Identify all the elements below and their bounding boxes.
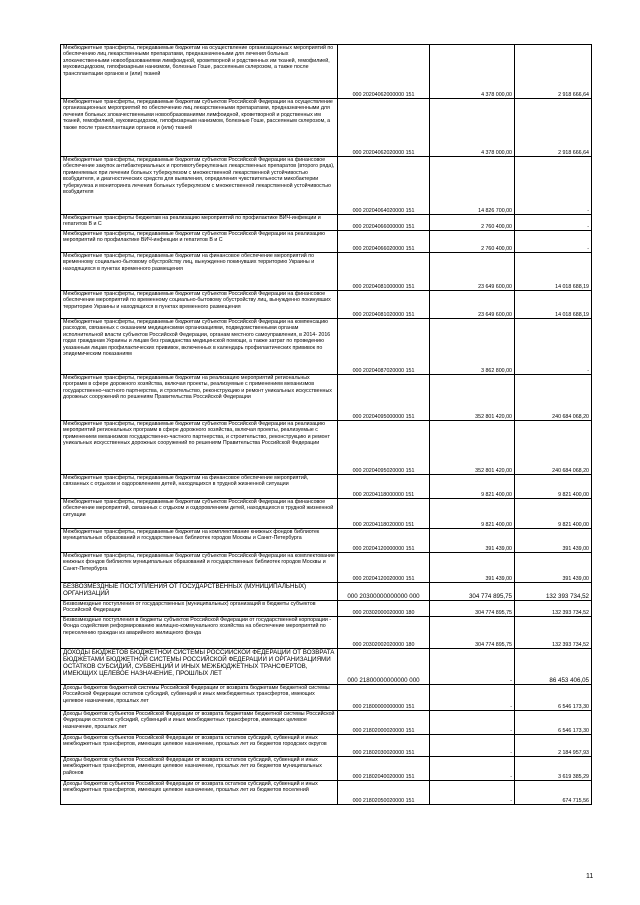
row-value-plan: 9 821 400,00	[430, 475, 515, 499]
row-code: 000 20302002020000 180	[338, 617, 430, 649]
row-name: Межбюджетные трансферты, передаваемые бюджетам субъектов Российской Федерации на реализацию мероприятий региональных программ в сфере дорожного хозяйства, включая проекты, реализуемые с применением механизмов государственно-частного партнерства, и строительство, реконструкцию и ремонт уникальных искусственных дорожных сооружений по решениям Правительства Российской Федерации	[61, 421, 338, 475]
row-code: 000 21802030020000 151	[338, 735, 430, 757]
row-code: 000 20204118000000 151	[338, 475, 430, 499]
row-value-actual: 240 684 068,20	[515, 421, 592, 475]
row-code: 000 20204064020000 151	[338, 157, 430, 215]
table-row	[61, 781, 592, 805]
row-value-plan: -	[430, 649, 515, 685]
row-code: 000 20204087020000 151	[338, 319, 430, 375]
row-name: Доходы бюджетов бюджетной системы Российской Федерации от возврата бюджетами бюджетной системы Российской Федерации остатков субсидий, субвенций и иных межбюджетных трансфертов, имеющих целевое назначение, прошлых лет	[61, 685, 338, 711]
table-row	[61, 553, 592, 583]
table-row	[61, 685, 592, 711]
row-code: 000 20204062000000 151	[338, 45, 430, 99]
row-value-actual: 6 546 173,30	[515, 685, 592, 711]
table-row	[61, 583, 592, 601]
row-name: Межбюджетные трансферты, передаваемые бюджетам на комплектование книжных фондов библиотек муниципальных образований и государственных библиотек городов Москвы и Санкт-Петербурга	[61, 529, 338, 553]
row-name: Доходы бюджетов субъектов Российской Федерации от возврата остатков субсидий, субвенций и иных межбюджетных трансфертов, имеющих целевое назначение, прошлых лет из бюджетов городских округов	[61, 735, 338, 757]
table-row	[61, 735, 592, 757]
row-value-plan: 4 378 000,00	[430, 99, 515, 157]
row-name: Межбюджетные трансферты бюджетам на реализацию мероприятий по профилактике ВИЧ-инфекции и гепатитов В и С	[61, 215, 338, 231]
row-value-plan: 2 760 400,00	[430, 231, 515, 253]
table-row	[61, 319, 592, 375]
row-value-plan: -	[430, 757, 515, 781]
table-row	[61, 157, 592, 215]
row-value-actual: 6 546 173,30	[515, 711, 592, 735]
page-number: 11	[586, 873, 594, 880]
row-value-actual: -	[515, 231, 592, 253]
row-value-actual: 132 393 734,52	[515, 617, 592, 649]
row-value-plan: 3 862 800,00	[430, 319, 515, 375]
row-code: 000 21802050020000 151	[338, 781, 430, 805]
row-value-actual: 9 821 400,00	[515, 499, 592, 529]
table-row	[61, 711, 592, 735]
table-row	[61, 529, 592, 553]
row-name: Межбюджетные трансферты, передаваемые бюджетам субъектов Российской Федерации на комплектование книжных фондов библиотек муниципальных образований и государственных библиотек городов Москвы и Санкт-Петербурга	[61, 553, 338, 583]
row-code: 000 20204095000000 151	[338, 375, 430, 421]
row-value-plan: -	[430, 781, 515, 805]
row-code: 000 20302000020000 180	[338, 601, 430, 617]
row-value-actual: 86 453 406,05	[515, 649, 592, 685]
table-row	[61, 231, 592, 253]
budget-revenue-table	[60, 44, 592, 805]
table-row	[61, 99, 592, 157]
row-code: 000 20204066000000 151	[338, 215, 430, 231]
row-value-plan: 304 774 895,75	[430, 601, 515, 617]
row-value-actual: 674 715,56	[515, 781, 592, 805]
row-value-plan: 2 760 400,00	[430, 215, 515, 231]
row-name: ДОХОДЫ БЮДЖЕТОВ БЮДЖЕТНОЙ СИСТЕМЫ РОССИЙСКОЙ ФЕДЕРАЦИИ ОТ ВОЗВРАТА БЮДЖЕТАМИ БЮДЖЕТНОЙ СИСТЕМЫ РОССИЙСКОЙ ФЕДЕРАЦИИ И ОРГАНИЗАЦИЯМИ ОСТАТКОВ СУБСИДИЙ, СУБВЕНЦИЙ И ИНЫХ МЕЖБЮДЖЕТНЫХ ТРАНСФЕРТОВ, ИМЕЮЩИХ ЦЕЛЕВОЕ НАЗНАЧЕНИЕ, ПРОШЛЫХ ЛЕТ	[61, 649, 338, 685]
table-row	[61, 649, 592, 685]
row-name: Межбюджетные трансферты, передаваемые бюджетам на осуществление организационных мероприятий по обеспечению лиц лекарственными препаратами, предназначенными для лечения больных злокачественными новообразованиями лимфоидной, кроветворной и родственных им тканей, гемофилией, муковисцидозом, гипофизарным нанизмом, болезнью Гоше, рассеянным склерозом, а также после трансплантации органов и (или) тканей	[61, 45, 338, 99]
table-row	[61, 215, 592, 231]
row-name: Межбюджетные трансферты, передаваемые бюджетам субъектов Российской Федерации на осуществление организационных мероприятий по обеспечению лиц лекарственными препаратами, предназначенными для лечения больных злокачественными новообразованиями лимфоидной, кроветворной и родственных им тканей, гемофилией, муковисцидозом, гипофизарным нанизмом, болезнью Гоше, рассеянным склерозом, а также после трансплантации органов и (или) тканей	[61, 99, 338, 157]
row-value-actual: 2 918 666,64	[515, 45, 592, 99]
row-name: Безвозмездные поступления от государственных (муниципальных) организаций в бюджеты субъектов Российской Федерации	[61, 601, 338, 617]
table-row	[61, 291, 592, 319]
row-value-actual: 14 018 688,19	[515, 253, 592, 291]
row-value-plan: 391 439,00	[430, 553, 515, 583]
row-code: 000 20300000000000 000	[338, 583, 430, 601]
row-name: Доходы бюджетов субъектов Российской Федерации от возврата остатков субсидий, субвенций и иных межбюджетных трансфертов, имеющих целевое назначение, прошлых лет из бюджетов поселений	[61, 781, 338, 805]
table-row	[61, 375, 592, 421]
row-value-actual: 391 439,00	[515, 529, 592, 553]
row-code: 000 21800000000000 000	[338, 649, 430, 685]
row-code: 000 20204066020000 151	[338, 231, 430, 253]
row-code: 000 21800000000000 151	[338, 685, 430, 711]
row-code: 000 21802040020000 151	[338, 757, 430, 781]
row-value-actual: 14 018 688,19	[515, 291, 592, 319]
row-value-actual: 240 684 068,20	[515, 375, 592, 421]
row-value-plan: 304 774 895,75	[430, 617, 515, 649]
row-name: Межбюджетные трансферты, передаваемые бюджетам на реализацию мероприятий региональных программ в сфере дорожного хозяйства, включая проекты, реализуемые с применением механизмов государственно-частного партнерства, и строительство, реконструкцию и ремонт уникальных искусственных дорожных сооружений по решениям Правительства Российской Федерации	[61, 375, 338, 421]
row-code: 000 20204081000000 151	[338, 253, 430, 291]
row-value-actual: -	[515, 215, 592, 231]
row-value-plan: 4 378 000,00	[430, 45, 515, 99]
row-value-plan: 23 649 600,00	[430, 253, 515, 291]
row-name: Межбюджетные трансферты, передаваемые бюджетам на финансовое обеспечение мероприятий по временному социально-бытовому обустройству лиц, вынужденно покинувших территорию Украины и находящихся в пунктах временного размещения	[61, 253, 338, 291]
row-value-actual: 2 184 957,93	[515, 735, 592, 757]
row-name: Межбюджетные трансферты, передаваемые бюджетам субъектов Российской Федерации на реализацию мероприятий по профилактике ВИЧ-инфекции и гепатитов В и С	[61, 231, 338, 253]
table-row	[61, 601, 592, 617]
row-value-plan: 352 801 420,00	[430, 421, 515, 475]
row-name: Безвозмездные поступления в бюджеты субъектов Российской Федерации от государственной корпорации - Фонда содействия реформированию жилищно-коммунального хозяйства на обеспечение мероприятий по переселению граждан из аварийного жилищного фонда	[61, 617, 338, 649]
row-code: 000 20204120000000 151	[338, 529, 430, 553]
row-value-plan: -	[430, 685, 515, 711]
table-row	[61, 617, 592, 649]
row-code: 000 20204118020000 151	[338, 499, 430, 529]
table-row	[61, 421, 592, 475]
table-row	[61, 253, 592, 291]
row-value-actual: 132 393 734,52	[515, 583, 592, 601]
row-name: БЕЗВОЗМЕЗДНЫЕ ПОСТУПЛЕНИЯ ОТ ГОСУДАРСТВЕННЫХ (МУНИЦИПАЛЬНЫХ) ОРГАНИЗАЦИЙ	[61, 583, 338, 601]
row-code: 000 20204062020000 151	[338, 99, 430, 157]
row-value-plan: 14 826 700,00	[430, 157, 515, 215]
row-value-plan: 304 774 895,75	[430, 583, 515, 601]
row-name: Доходы бюджетов субъектов Российской Федерации от возврата бюджетами бюджетной системы Российской Федерации остатков субсидий, субвенций и иных межбюджетных трансфертов, имеющих целевое назначение, прошлых лет	[61, 711, 338, 735]
row-value-actual: -	[515, 319, 592, 375]
row-name: Доходы бюджетов субъектов Российской Федерации от возврата остатков субсидий, субвенций и иных межбюджетных трансфертов, имеющих целевое назначение, прошлых лет из бюджетов муниципальных районов	[61, 757, 338, 781]
table-row	[61, 475, 592, 499]
row-name: Межбюджетные трансферты, передаваемые бюджетам субъектов Российской Федерации на финансовое обеспечение мероприятий по временному социально-бытовому обустройству лиц, вынужденно покинувших территорию Украины и находящихся в пунктах временного размещения	[61, 291, 338, 319]
row-value-actual: 2 918 666,64	[515, 99, 592, 157]
row-value-plan: 9 821 400,00	[430, 499, 515, 529]
row-name: Межбюджетные трансферты, передаваемые бюджетам субъектов Российской Федерации на финансовое обеспечение мероприятий, связанных с отдыхом и оздоровлением детей, находящихся в трудной жизненной ситуации	[61, 499, 338, 529]
row-name: Межбюджетные трансферты, передаваемые бюджетам субъектов Российской Федерации на компенсацию расходов, связанных с оказанием медицинскими организациями, подведомственными органам исполнительной власти субъектов Российской Федерации, органам местного самоуправления, в 2014- 2016 годах гражданам Украины и лицам без гражданства медицинской помощи, а также затрат по проведению указанным лицам профилактических прививок, включенных в календарь профилактических прививок по эпидемическим показаниям	[61, 319, 338, 375]
table-row	[61, 45, 592, 99]
row-value-plan: -	[430, 735, 515, 757]
table-row	[61, 757, 592, 781]
row-value-actual: 391 439,00	[515, 553, 592, 583]
row-value-plan: -	[430, 711, 515, 735]
row-value-actual: 3 619 385,29	[515, 757, 592, 781]
row-value-plan: 23 649 600,00	[430, 291, 515, 319]
row-code: 000 21802000020000 151	[338, 711, 430, 735]
row-name: Межбюджетные трансферты, передаваемые бюджетам на финансовое обеспечение мероприятий, связанных с отдыхом и оздоровлением детей, находящихся в трудной жизненной ситуации	[61, 475, 338, 499]
row-value-plan: 352 801 420,00	[430, 375, 515, 421]
row-code: 000 20204081020000 151	[338, 291, 430, 319]
row-value-actual: 9 821 400,00	[515, 475, 592, 499]
row-name: Межбюджетные трансферты, передаваемые бюджетам субъектов Российской Федерации на финансовое обеспечение закупок антибактериальных и противотуберкулезных лекарственных препаратов (второго ряда), применяемых при лечении больных туберкулезом с множественной лекарственной устойчивостью возбудителя, и диагностических средств для выявления, определения чувствительности микобактерии туберкулеза и мониторинга лечения больных туберкулезом с множественной лекарственной устойчивостью возбудителя	[61, 157, 338, 215]
table-row	[61, 499, 592, 529]
row-code: 000 20204120020000 151	[338, 553, 430, 583]
row-value-plan: 391 439,00	[430, 529, 515, 553]
row-value-actual: -	[515, 157, 592, 215]
row-value-actual: 132 393 734,52	[515, 601, 592, 617]
row-code: 000 20204095020000 151	[338, 421, 430, 475]
